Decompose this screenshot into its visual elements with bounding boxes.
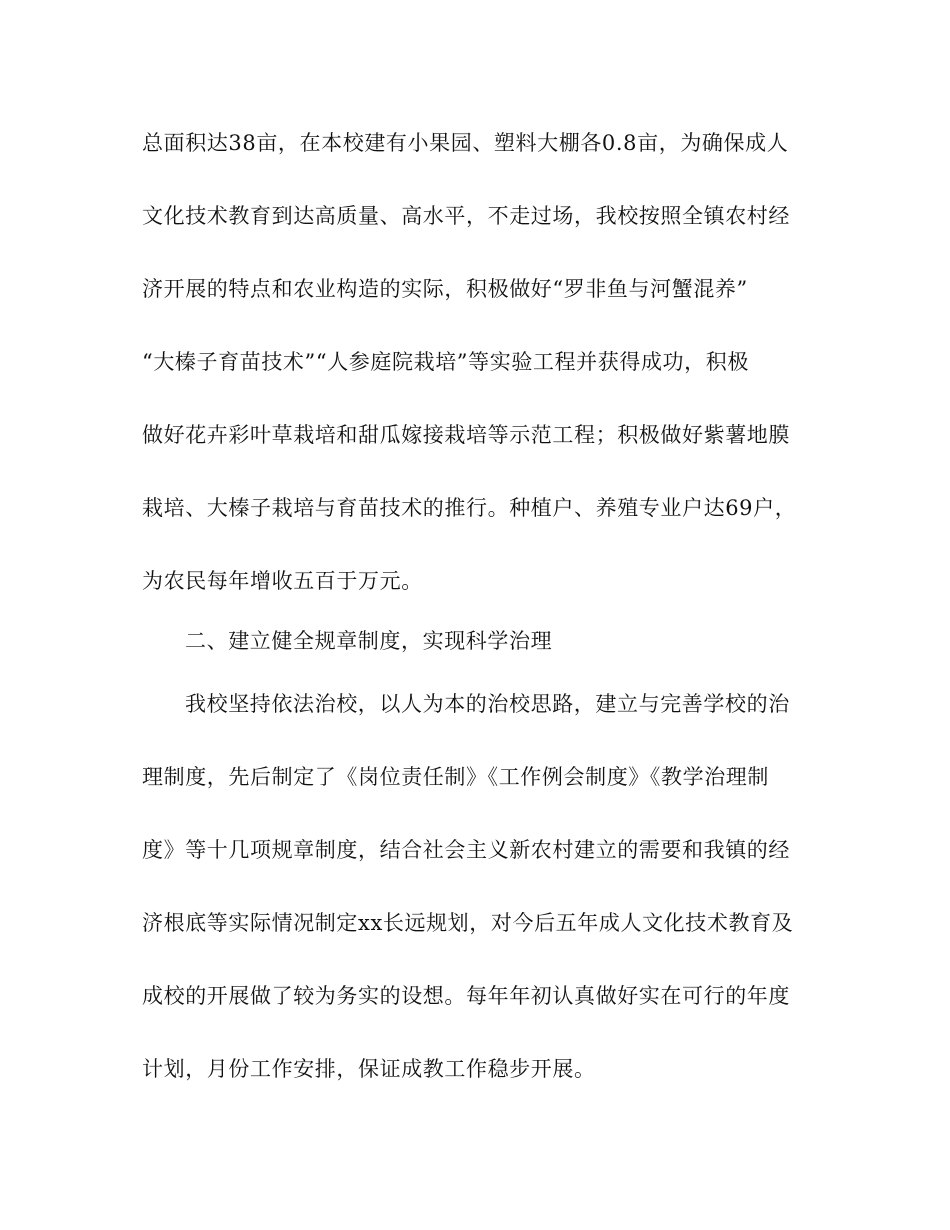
section-heading: 二、建立健全规章制度，实现科学治理 bbox=[185, 629, 553, 653]
paragraph-line: 文化技术教育到达高质量、高水平，不走过场，我校按照全镇农村经 bbox=[142, 204, 790, 228]
paragraph-line: 度》等十几项规章制度，结合社会主义新农村建立的需要和我镇的经 bbox=[142, 838, 790, 862]
paragraph-line: 我校坚持依法治校，以人为本的治校思路，建立与完善学校的治 bbox=[185, 692, 790, 716]
paragraph-line: 济根底等实际情况制定xx长远规划，对今后五年成人文化技术教育及 bbox=[142, 911, 794, 935]
paragraph-line: 成校的开展做了较为务实的设想。每年年初认真做好实在可行的年度 bbox=[142, 984, 790, 1008]
paragraph-line: 济开展的特点和农业构造的实际，积极做好“罗非鱼与河蟹混养” bbox=[142, 277, 748, 301]
paragraph-line: 做好花卉彩叶草栽培和甜瓜嫁接栽培等示范工程；积极做好紫薯地膜 bbox=[142, 423, 790, 447]
paragraph-line: “大榛子育苗技术”“人参庭院栽培”等实验工程并获得成功，积极 bbox=[142, 350, 749, 374]
paragraph-line: 总面积达38亩，在本校建有小果园、塑料大棚各0.8亩，为确保成人 bbox=[142, 131, 789, 155]
paragraph-line: 为农民每年增收五百于万元。 bbox=[142, 569, 423, 593]
paragraph-line: 栽培、大榛子栽培与育苗技术的推行。种植户、养殖专业户达69户， bbox=[142, 496, 797, 520]
paragraph-line: 理制度，先后制定了《岗位责任制》《工作例会制度》《教学治理制 bbox=[142, 765, 769, 789]
paragraph-line: 计划，月份工作安排，保证成教工作稳步开展。 bbox=[142, 1057, 596, 1081]
